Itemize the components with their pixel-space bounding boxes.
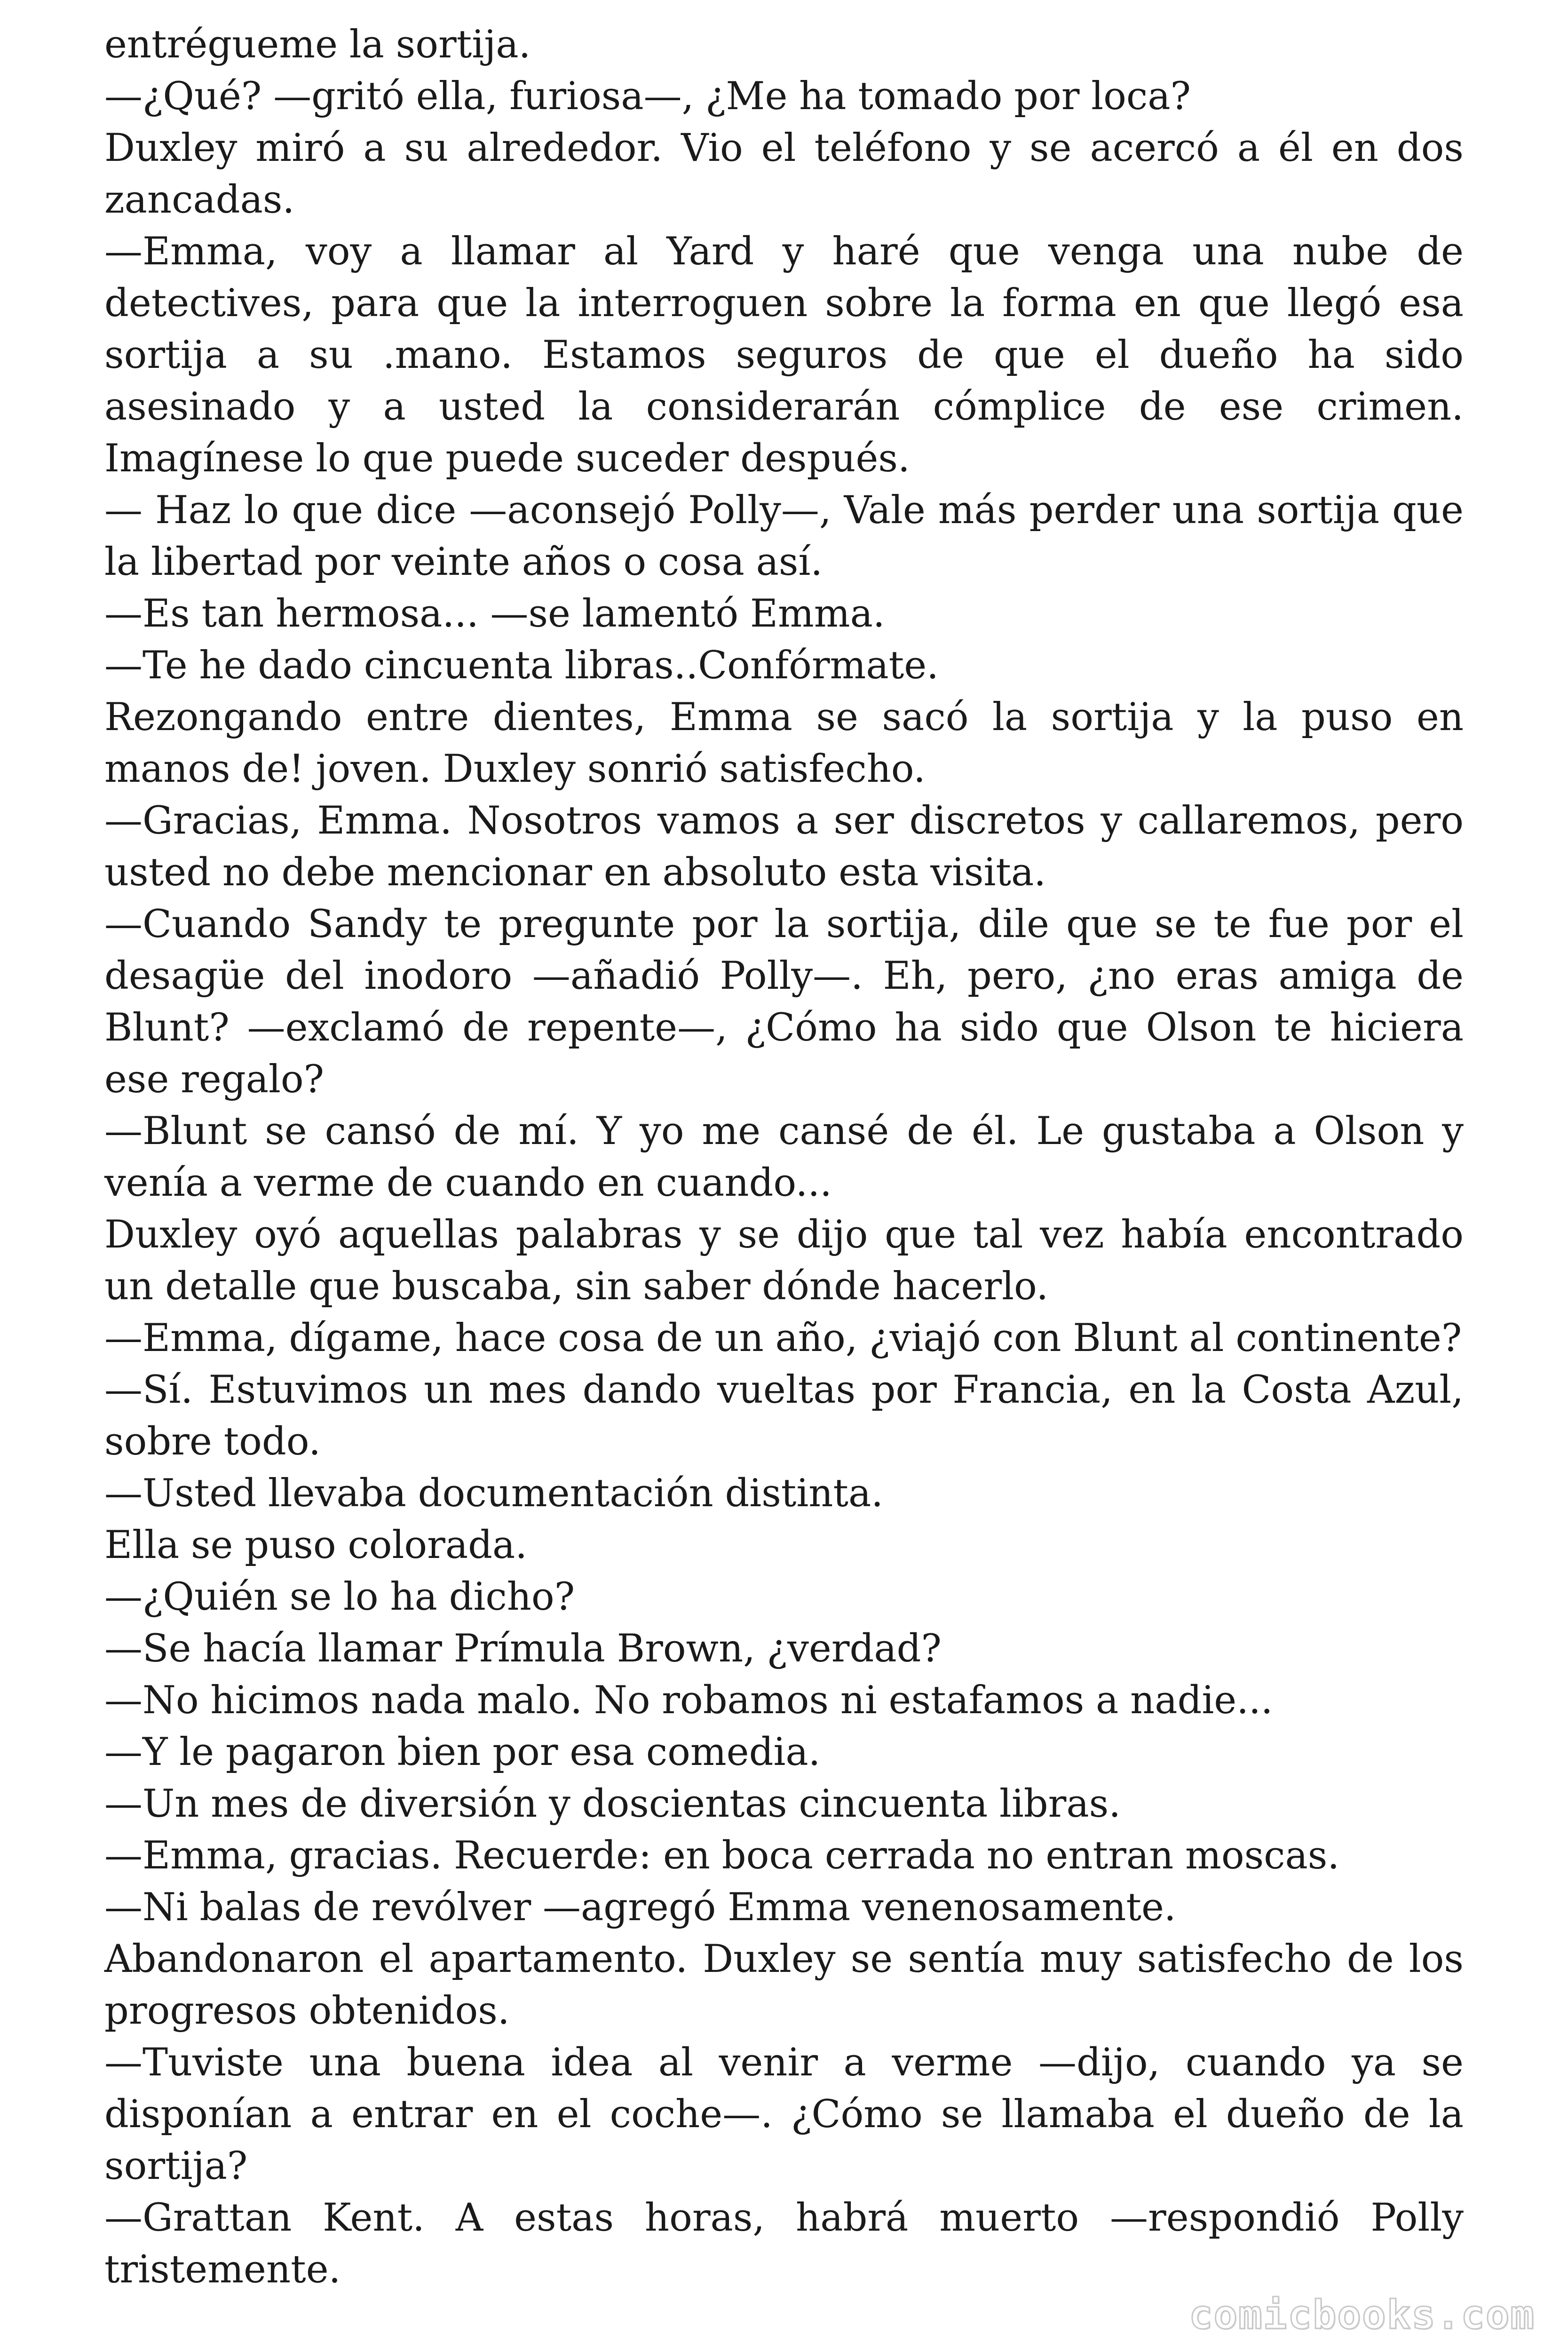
paragraph: —Ni balas de revólver —agregó Emma venenosamente. <box>104 1885 1176 1930</box>
body-text <box>104 19 1464 2296</box>
paragraph: —Emma, dígame, hace cosa de un año, ¿viajó con Blunt al continente? <box>104 1316 1462 1360</box>
paragraph: —¿Quién se lo ha dicho? <box>104 1575 575 1619</box>
paragraph: Abandonaron el apartamento. Duxley se sentía muy satisfecho de los progresos obtenidos. <box>104 1937 1464 2033</box>
paragraph: —Emma, gracias. Recuerde: en boca cerrada no entran moscas. <box>104 1834 1340 1878</box>
paragraph: —Tuviste una buena idea al venir a verme —dijo, cuando ya se disponían a entrar en el coche—. ¿Cómo se llamaba el dueño de la sortija? <box>104 2041 1464 2188</box>
paragraph: —Grattan Kent. A estas horas, habrá muerto —respondió Polly tristemente. <box>104 2196 1464 2292</box>
paragraph: Duxley oyó aquellas palabras y se dijo que tal vez había encontrado un detalle que buscaba, sin saber dónde hacerlo. <box>104 1213 1464 1309</box>
paragraph: Duxley miró a su alrededor. Vio el teléfono y se acercó a él en dos zancadas. <box>104 126 1464 222</box>
watermark: comicbooks.com <box>1188 2292 1535 2338</box>
paragraph: —Sí. Estuvimos un mes dando vueltas por Francia, en la Costa Azul, sobre todo. <box>104 1368 1464 1464</box>
paragraph: Rezongando entre dientes, Emma se sacó la sortija y la puso en manos de! joven. Duxley sonrió satisfecho. <box>104 695 1464 791</box>
paragraph: —¿Qué? —gritó ella, furiosa—, ¿Me ha tomado por loca? <box>104 74 1191 119</box>
paragraph: —Emma, voy a llamar al Yard y haré que venga una nube de detectives, para que la interroguen sobre la forma en que llegó esa sortija a su .mano. Estamos seguros de que el dueño ha sido asesinado y a usted la considerarán cómplice de ese crimen. Imagínese lo que puede suceder después. <box>104 230 1464 481</box>
paragraph: — Haz lo que dice —aconsejó Polly—, Vale más perder una sortija que la libertad por veinte años o cosa así. <box>104 488 1464 584</box>
paragraph: —No hicimos nada malo. No robamos ni estafamos a nadie... <box>104 1678 1273 1723</box>
paragraph: —Gracias, Emma. Nosotros vamos a ser discretos y callaremos, pero usted no debe mencionar en absoluto esta visita. <box>104 799 1464 895</box>
paragraph: entrégueme la sortija. <box>104 23 531 67</box>
paragraph: —Y le pagaron bien por esa comedia. <box>104 1730 821 1774</box>
paragraph: —Te he dado cincuenta libras..Confórmate. <box>104 644 939 688</box>
paragraph: —Usted llevaba documentación distinta. <box>104 1471 883 1516</box>
paragraph: —Un mes de diversión y doscientas cincuenta libras. <box>104 1782 1121 1826</box>
paragraph: —Es tan hermosa... —se lamentó Emma. <box>104 592 885 636</box>
paragraph: —Blunt se cansó de mí. Y yo me cansé de él. Le gustaba a Olson y venía a verme de cuando en cuando... <box>104 1109 1464 1205</box>
paragraph: —Se hacía llamar Prímula Brown, ¿verdad? <box>104 1627 942 1671</box>
paragraph: —Cuando Sandy te pregunte por la sortija, dile que se te fue por el desagüe del inodoro —añadió Polly—. Eh, pero, ¿no eras amiga de Blunt? —exclamó de repente—, ¿Cómo ha sido que Olson te hiciera ese regalo? <box>104 902 1464 1102</box>
paragraph: Ella se puso colorada. <box>104 1523 528 1567</box>
